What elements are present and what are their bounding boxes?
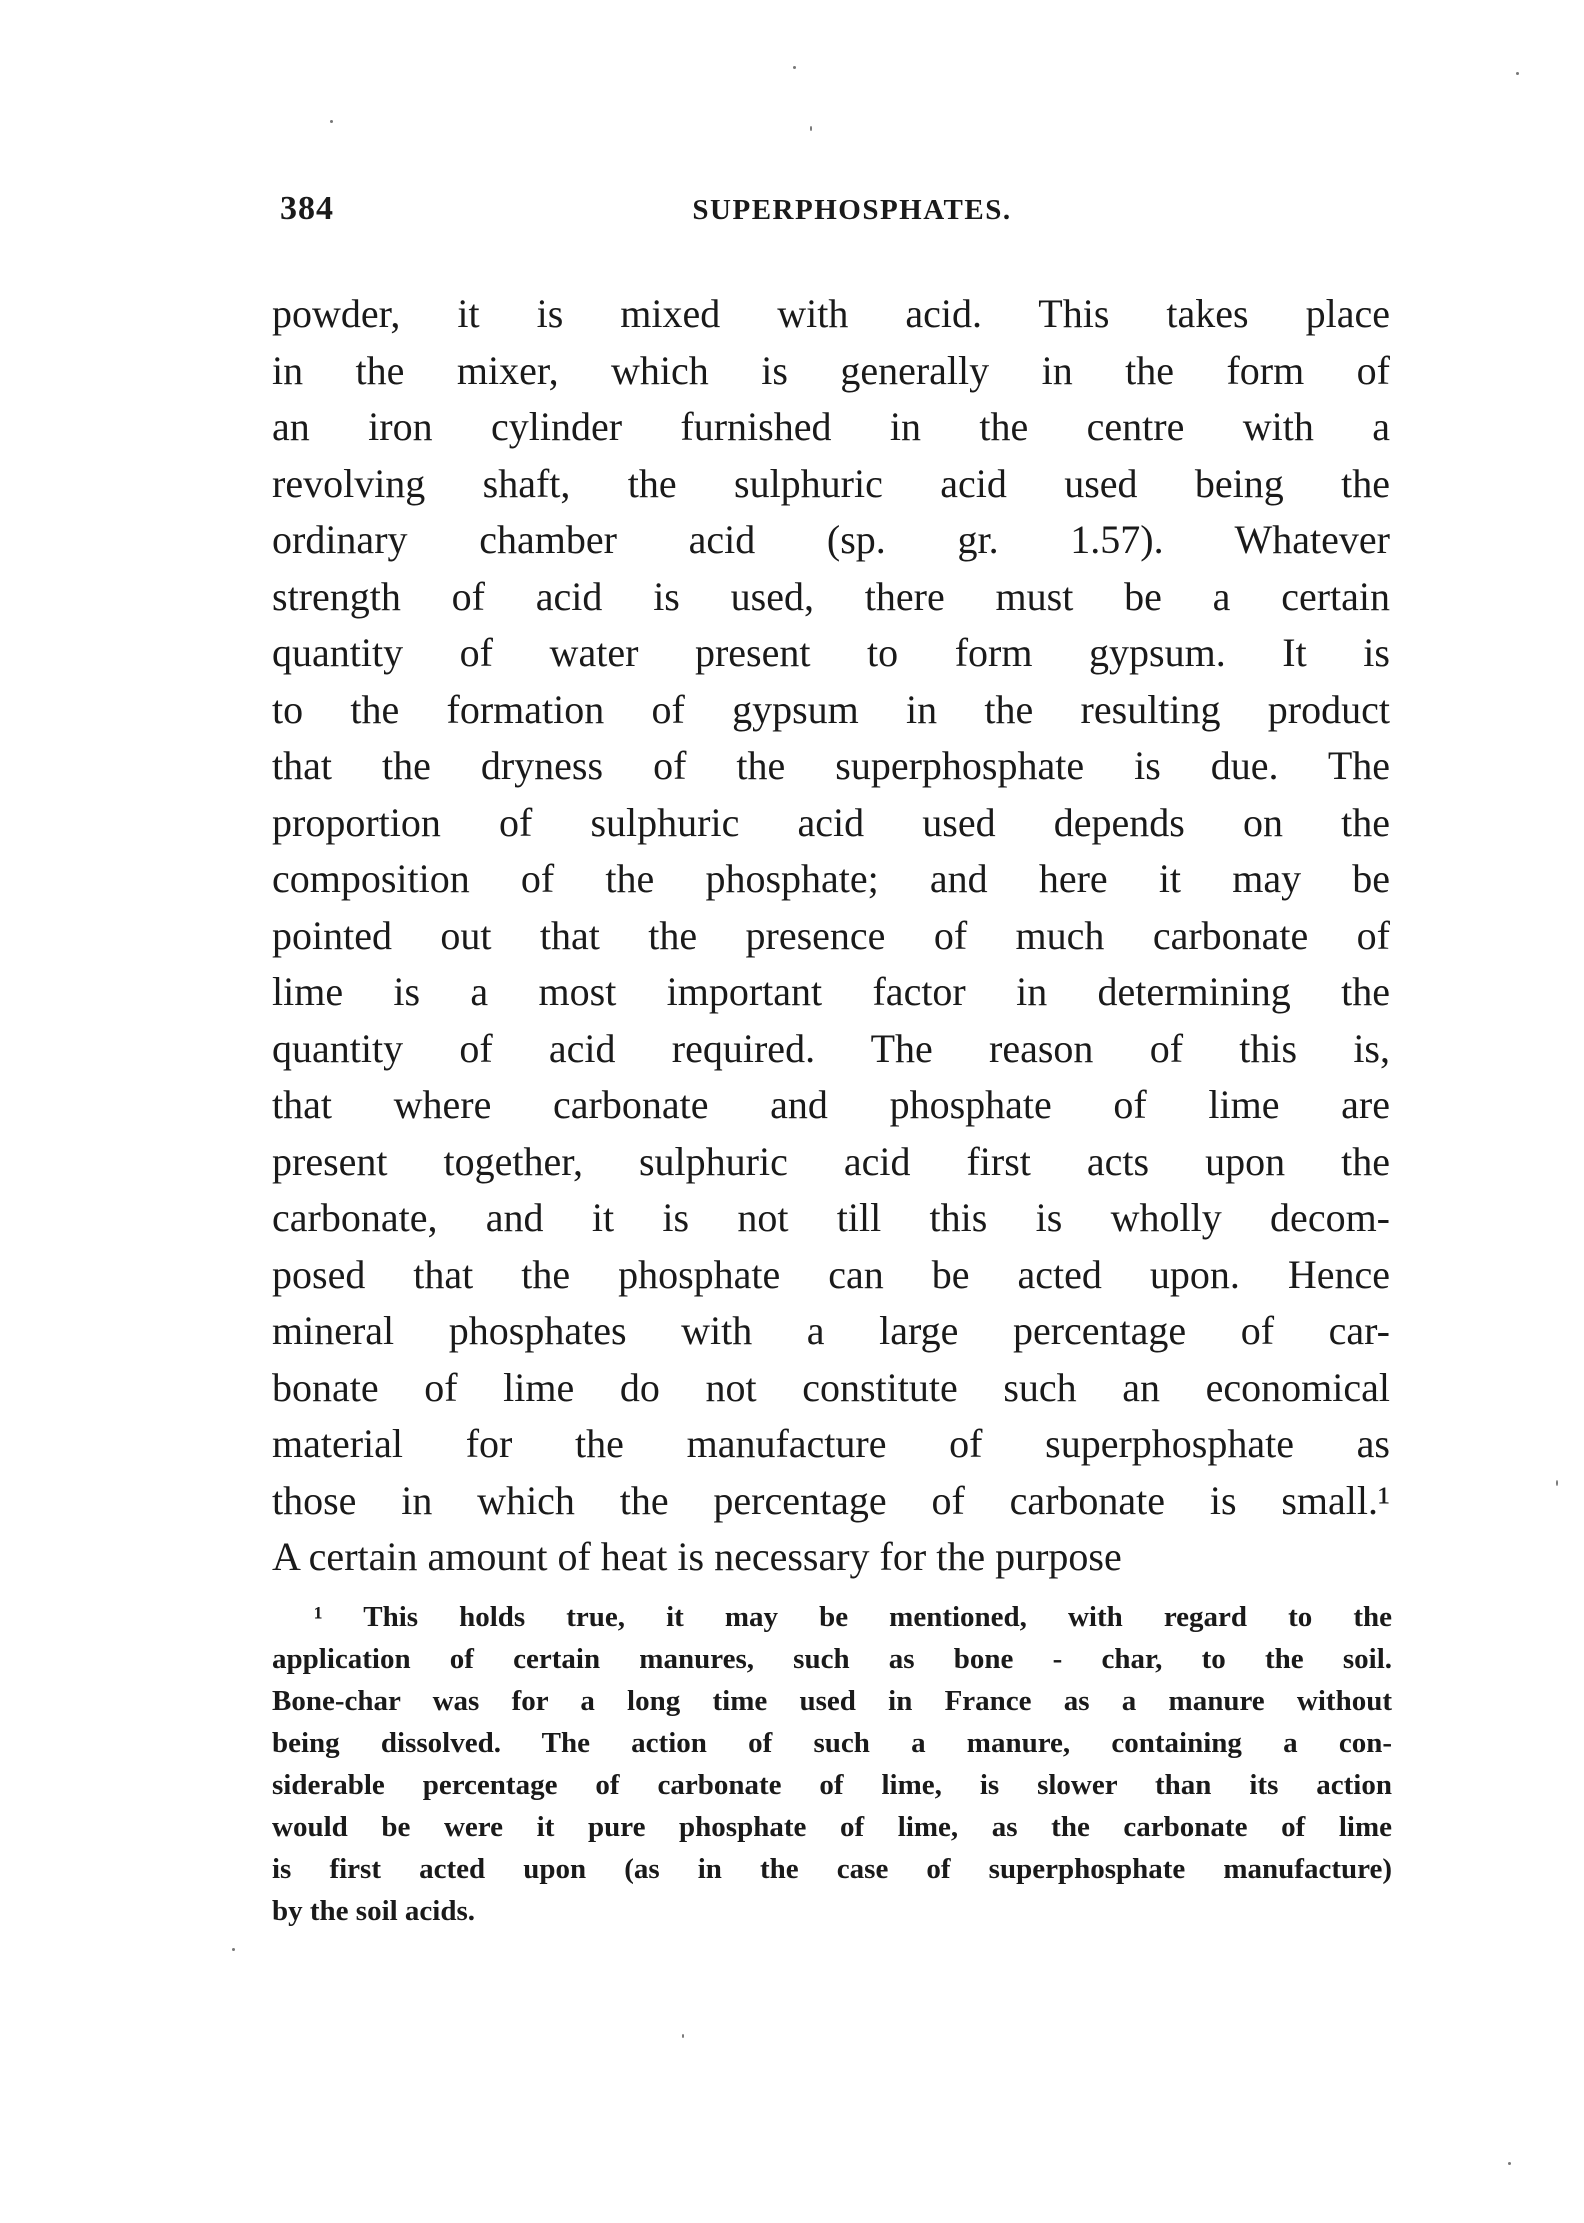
body-line: that where carbonate and phosphate of lime are: [272, 1082, 1390, 1127]
footnote-line: ¹ This holds true, it may be mentioned, with regard to the: [314, 1601, 1392, 1633]
footnote-line: siderable percentage of carbonate of lime, is slower than its action: [272, 1769, 1392, 1801]
scan-speck: [793, 66, 796, 69]
body-line: lime is a most important factor in determining the: [272, 969, 1390, 1014]
body-line: in the mixer, which is generally in the form of: [272, 347, 1390, 393]
body-line: powder, it is mixed with acid. This takes place: [272, 291, 1390, 336]
body-line: quantity of water present to form gypsum. It is: [272, 630, 1390, 675]
scan-speck: [232, 1948, 235, 1951]
body-line: quantity of acid required. The reason of this is,: [272, 1025, 1390, 1071]
body-line: proportion of sulphuric acid used depends on the: [272, 799, 1390, 845]
scan-speck: [1508, 2162, 1511, 2165]
footnote-line: Bone-char was for a long time used in France as a manure without: [272, 1685, 1392, 1717]
body-line: material for the manufacture of superphosphate as: [272, 1421, 1390, 1466]
body-line: pointed out that the presence of much carbonate of: [272, 912, 1390, 958]
body-line: revolving shaft, the sulphuric acid used being the: [272, 460, 1390, 506]
footnote-line: by the soil acids.: [272, 1895, 476, 1927]
scan-speck: [1516, 72, 1519, 75]
body-line: carbonate, and it is not till this is wholly decom-: [272, 1195, 1390, 1240]
body-line: posed that the phosphate can be acted upon. Hence: [272, 1251, 1390, 1297]
body-line: an iron cylinder furnished in the centre with a: [272, 404, 1390, 449]
body-line: present together, sulphuric acid first acts upon the: [272, 1138, 1390, 1184]
scan-speck: [1556, 1480, 1558, 1486]
footnote-line: application of certain manures, such as bone - char, to the soil.: [272, 1643, 1392, 1675]
body-line: to the formation of gypsum in the resulting product: [272, 686, 1390, 732]
body-line: ordinary chamber acid (sp. gr. 1.57). Whatever: [272, 517, 1390, 562]
body-line: bonate of lime do not constitute such an economical: [272, 1364, 1390, 1410]
scan-speck: [682, 2034, 684, 2038]
page-number: 384: [280, 190, 334, 227]
body-line: A certain amount of heat is necessary for the purpose: [272, 1534, 1122, 1579]
footnote-line: is first acted upon (as in the case of superphosphate manufacture): [272, 1853, 1392, 1885]
scan-speck: [810, 126, 812, 131]
footnote: [272, 1596, 1392, 1932]
body-line: composition of the phosphate; and here it may be: [272, 856, 1390, 901]
body-line: mineral phosphates with a large percentage of car-: [272, 1308, 1390, 1353]
page-header: [272, 190, 1392, 240]
running-head: SUPERPHOSPHATES.: [692, 194, 1012, 226]
footnote-line: being dissolved. The action of such a manure, containing a con-: [272, 1727, 1392, 1759]
scan-speck: [330, 120, 333, 123]
footnote-line: would be were it pure phosphate of lime, as the carbonate of lime: [272, 1811, 1392, 1843]
body-line: those in which the percentage of carbonate is small.¹: [272, 1477, 1390, 1523]
body-line: that the dryness of the superphosphate is due. The: [272, 743, 1390, 788]
body-line: strength of acid is used, there must be a certain: [272, 573, 1390, 619]
body-paragraph: [272, 286, 1390, 1586]
